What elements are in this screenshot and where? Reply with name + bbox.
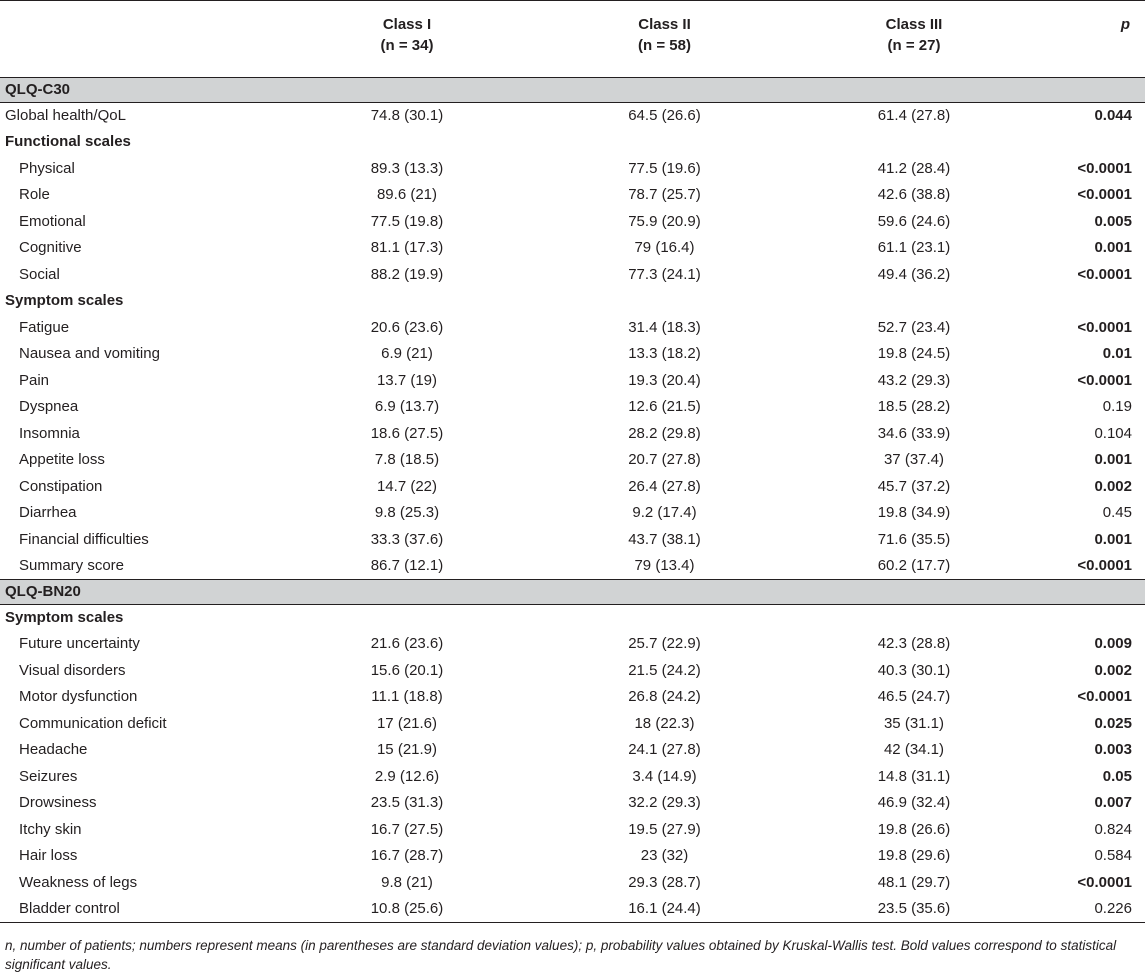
table-row <box>0 341 1145 368</box>
class-2-value: 16.1 (24.4) <box>628 900 701 917</box>
class-1-value: 7.8 (18.5) <box>374 451 440 469</box>
class-2-value: 12.6 (21.5) <box>628 398 701 416</box>
p-value: <0.0001 <box>1077 186 1132 204</box>
class-3-value: 18.5 (28.2) <box>877 398 951 416</box>
row-label: Global health/QoL <box>5 107 126 124</box>
class-1-value: 16.7 (27.5) <box>370 820 444 838</box>
class-1-value: 77.5 (19.8) <box>370 212 444 230</box>
p-value: 0.002 <box>1094 477 1132 495</box>
class-2-value: 78.7 (25.7) <box>628 186 701 204</box>
section-header-row <box>0 580 1145 605</box>
table-row <box>0 684 1145 711</box>
table-row <box>0 764 1145 791</box>
table-row <box>0 870 1145 897</box>
class-1-value: 86.7 (12.1) <box>370 557 444 574</box>
table-row <box>0 235 1145 262</box>
table-body <box>0 78 1145 923</box>
row-label: Constipation <box>19 477 103 495</box>
class-1-value: 88.2 (19.9) <box>370 265 444 283</box>
class-1-value: 9.8 (21) <box>381 873 433 891</box>
class-2-value: 19.5 (27.9) <box>628 820 701 838</box>
table-row <box>0 103 1145 130</box>
table-footnote: n, number of patients; numbers represent means (in parentheses are standard deviation values); p, probability values obtained by Kruskal-Wallis test. Bold values correspond to statistical significant values. <box>5 938 1117 972</box>
class-2-value: 29.3 (28.7) <box>628 873 701 891</box>
table-header <box>0 1 1145 78</box>
table-row <box>0 843 1145 870</box>
subsection-label: Symptom scales <box>5 609 124 626</box>
p-value: <0.0001 <box>1077 265 1132 283</box>
p-value: 0.003 <box>1094 741 1132 759</box>
row-label: Hair loss <box>19 847 78 865</box>
class-3-value: 52.7 (23.4) <box>877 318 951 336</box>
table-row <box>0 368 1145 395</box>
class-1-value: 16.7 (28.7) <box>370 847 444 865</box>
class-1-value: 23.5 (31.3) <box>370 794 444 812</box>
class-3-value: 19.8 (29.6) <box>877 847 951 865</box>
section-label: QLQ-C30 <box>0 78 1145 103</box>
class-2-value: 20.7 (27.8) <box>628 451 701 469</box>
class-2-value: 43.7 (38.1) <box>628 530 701 548</box>
class-2-value: 31.4 (18.3) <box>628 318 701 336</box>
header-class-2 <box>542 1 787 78</box>
p-value: 0.05 <box>1102 767 1132 785</box>
class-3-value: 71.6 (35.5) <box>877 530 951 548</box>
p-value: 0.001 <box>1094 239 1132 257</box>
p-value: 0.001 <box>1094 451 1132 469</box>
class-2-value: 19.3 (20.4) <box>628 371 701 389</box>
header-p: p <box>1120 16 1130 33</box>
subsection-row <box>0 129 1145 156</box>
class-1-value: 89.3 (13.3) <box>370 159 444 177</box>
table-row <box>0 421 1145 448</box>
row-label: Appetite loss <box>19 451 105 469</box>
class-1-value: 20.6 (23.6) <box>370 318 444 336</box>
class-3-value: 23.5 (35.6) <box>877 900 951 917</box>
p-value: <0.0001 <box>1077 371 1132 389</box>
header-class-1 <box>272 1 542 78</box>
subsection-row <box>0 605 1145 632</box>
p-value: <0.0001 <box>1077 159 1132 177</box>
class-3-value: 48.1 (29.7) <box>877 873 951 891</box>
class-3-value: 42 (34.1) <box>883 741 945 759</box>
class-1-value: 14.7 (22) <box>376 477 438 495</box>
class-1-value: 11.1 (18.8) <box>371 688 443 706</box>
row-label: Insomnia <box>19 424 80 442</box>
class-1-value: 2.9 (12.6) <box>374 767 440 785</box>
class-3-value: 19.8 (26.6) <box>877 820 951 838</box>
subsection-label: Symptom scales <box>5 292 124 310</box>
class-3-value: 46.5 (24.7) <box>877 688 951 706</box>
class-3-value: 43.2 (29.3) <box>877 371 951 389</box>
p-value: 0.007 <box>1094 794 1132 812</box>
class-2-value: 77.3 (24.1) <box>628 265 701 283</box>
subsection-row <box>0 288 1145 315</box>
class-1-value: 10.8 (25.6) <box>370 900 444 917</box>
row-label: Emotional <box>19 212 86 230</box>
row-label: Fatigue <box>19 318 70 336</box>
row-label: Visual disorders <box>19 661 126 679</box>
class-1-value: 15.6 (20.1) <box>370 661 444 679</box>
table-row <box>0 500 1145 527</box>
class-2-value: 23 (32) <box>640 847 689 865</box>
class-1-value: 33.3 (37.6) <box>370 530 444 548</box>
row-label: Headache <box>19 741 88 759</box>
row-label: Dyspnea <box>19 398 79 416</box>
class-2-value: 77.5 (19.6) <box>628 159 701 177</box>
class-3-value: 40.3 (30.1) <box>877 661 951 679</box>
section-label: QLQ-BN20 <box>0 580 1145 605</box>
class-2-value: 13.3 (18.2) <box>628 345 701 363</box>
p-value: 0.009 <box>1094 635 1132 653</box>
class-1-value: 9.8 (25.3) <box>374 504 440 522</box>
table-row <box>0 394 1145 421</box>
row-label: Communication deficit <box>19 714 167 732</box>
class-2-value: 24.1 (27.8) <box>628 741 701 759</box>
table-row <box>0 527 1145 554</box>
p-value: 0.19 <box>1102 398 1132 416</box>
table-row <box>0 631 1145 658</box>
p-value: <0.0001 <box>1077 318 1132 336</box>
class-1-value: 21.6 (23.6) <box>370 635 444 653</box>
p-value: 0.005 <box>1094 212 1132 230</box>
class-2-value: 18 (22.3) <box>634 714 695 732</box>
class-2-value: 28.2 (29.8) <box>628 424 701 442</box>
p-value: 0.001 <box>1094 530 1132 548</box>
class-3-value: 19.8 (24.5) <box>877 345 951 363</box>
header-class-2-title: Class II <box>638 16 691 33</box>
p-value: 0.01 <box>1102 345 1132 363</box>
p-value: <0.0001 <box>1077 557 1132 574</box>
class-2-value: 25.7 (22.9) <box>628 635 701 653</box>
class-2-value: 9.2 (17.4) <box>632 504 697 522</box>
class-1-value: 18.6 (27.5) <box>370 424 444 442</box>
class-3-value: 45.7 (37.2) <box>877 477 951 495</box>
row-label: Role <box>19 186 50 204</box>
class-2-value: 79 (16.4) <box>634 239 695 257</box>
p-value: 0.044 <box>1094 107 1132 124</box>
header-class-1-title: Class I <box>382 16 432 33</box>
row-label: Summary score <box>19 557 125 574</box>
header-class-3 <box>787 1 1041 78</box>
class-1-value: 13.7 (19) <box>376 371 438 389</box>
row-label: Diarrhea <box>19 504 77 522</box>
class-2-value: 79 (13.4) <box>634 557 695 574</box>
class-3-value: 42.6 (38.8) <box>877 186 951 204</box>
class-2-value: 3.4 (14.9) <box>632 767 697 785</box>
class-3-value: 60.2 (17.7) <box>877 557 951 574</box>
table-row <box>0 262 1145 289</box>
table-row <box>0 474 1145 501</box>
header-class-3-title: Class III <box>885 16 943 33</box>
section-header-row <box>0 78 1145 103</box>
p-value: 0.002 <box>1094 661 1132 679</box>
header-class-1-n: (n = 34) <box>380 37 434 54</box>
class-3-value: 49.4 (36.2) <box>877 265 951 283</box>
class-3-value: 14.8 (31.1) <box>877 767 951 785</box>
table-row <box>0 658 1145 685</box>
row-label: Financial difficulties <box>19 530 149 548</box>
table-row <box>0 447 1145 474</box>
class-2-value: 75.9 (20.9) <box>628 212 701 230</box>
class-3-value: 59.6 (24.6) <box>877 212 951 230</box>
class-3-value: 19.8 (34.9) <box>877 504 951 522</box>
table-row <box>0 156 1145 183</box>
table-row <box>0 711 1145 738</box>
row-label: Weakness of legs <box>19 873 138 891</box>
p-value: 0.104 <box>1094 424 1132 442</box>
table-row <box>0 209 1145 236</box>
table-row <box>0 790 1145 817</box>
class-1-value: 17 (21.6) <box>376 714 438 732</box>
p-value: 0.824 <box>1094 820 1132 838</box>
class-2-value: 26.8 (24.2) <box>628 688 701 706</box>
class-3-value: 41.2 (28.4) <box>877 159 951 177</box>
table-row <box>0 737 1145 764</box>
row-label: Physical <box>19 159 75 177</box>
p-value: <0.0001 <box>1077 873 1132 891</box>
row-label: Nausea and vomiting <box>19 345 160 363</box>
class-1-value: 15 (21.9) <box>376 741 438 759</box>
row-label: Pain <box>19 371 50 389</box>
p-value: 0.226 <box>1094 900 1132 917</box>
header-class-2-n: (n = 58) <box>638 37 691 54</box>
row-label: Future uncertainty <box>19 635 140 653</box>
row-label: Social <box>19 265 60 283</box>
p-value: 0.45 <box>1102 504 1132 522</box>
row-label: Bladder control <box>19 900 120 917</box>
row-label: Motor dysfunction <box>19 688 138 706</box>
table-row <box>0 553 1145 580</box>
class-2-value: 26.4 (27.8) <box>628 477 701 495</box>
p-value: <0.0001 <box>1077 688 1132 706</box>
class-1-value: 6.9 (21) <box>381 345 433 363</box>
table-row <box>0 315 1145 342</box>
class-3-value: 35 (31.1) <box>883 714 945 732</box>
row-label: Itchy skin <box>19 820 82 838</box>
class-3-value: 34.6 (33.9) <box>877 424 951 442</box>
table-row <box>0 182 1145 209</box>
row-label: Drowsiness <box>19 794 97 812</box>
class-3-value: 61.1 (23.1) <box>877 239 951 257</box>
subsection-label: Functional scales <box>5 133 131 151</box>
p-value: 0.025 <box>1094 714 1132 732</box>
class-1-value: 6.9 (13.7) <box>374 398 440 416</box>
table-row <box>0 817 1145 844</box>
class-3-value: 61.4 (27.8) <box>877 107 951 124</box>
header-blank <box>0 1 272 78</box>
p-value: 0.584 <box>1094 847 1132 865</box>
class-3-value: 46.9 (32.4) <box>877 794 951 812</box>
class-1-value: 89.6 (21) <box>376 186 438 204</box>
row-label: Cognitive <box>19 239 82 257</box>
table-row <box>0 896 1145 923</box>
class-1-value: 81.1 (17.3) <box>370 239 444 257</box>
class-3-value: 42.3 (28.8) <box>877 635 951 653</box>
class-1-value: 74.8 (30.1) <box>370 107 444 124</box>
header-class-3-n: (n = 27) <box>887 37 941 54</box>
class-3-value: 37 (37.4) <box>883 451 945 469</box>
class-2-value: 32.2 (29.3) <box>628 794 701 812</box>
class-2-value: 64.5 (26.6) <box>628 107 701 124</box>
row-label: Seizures <box>19 767 78 785</box>
class-2-value: 21.5 (24.2) <box>628 661 701 679</box>
